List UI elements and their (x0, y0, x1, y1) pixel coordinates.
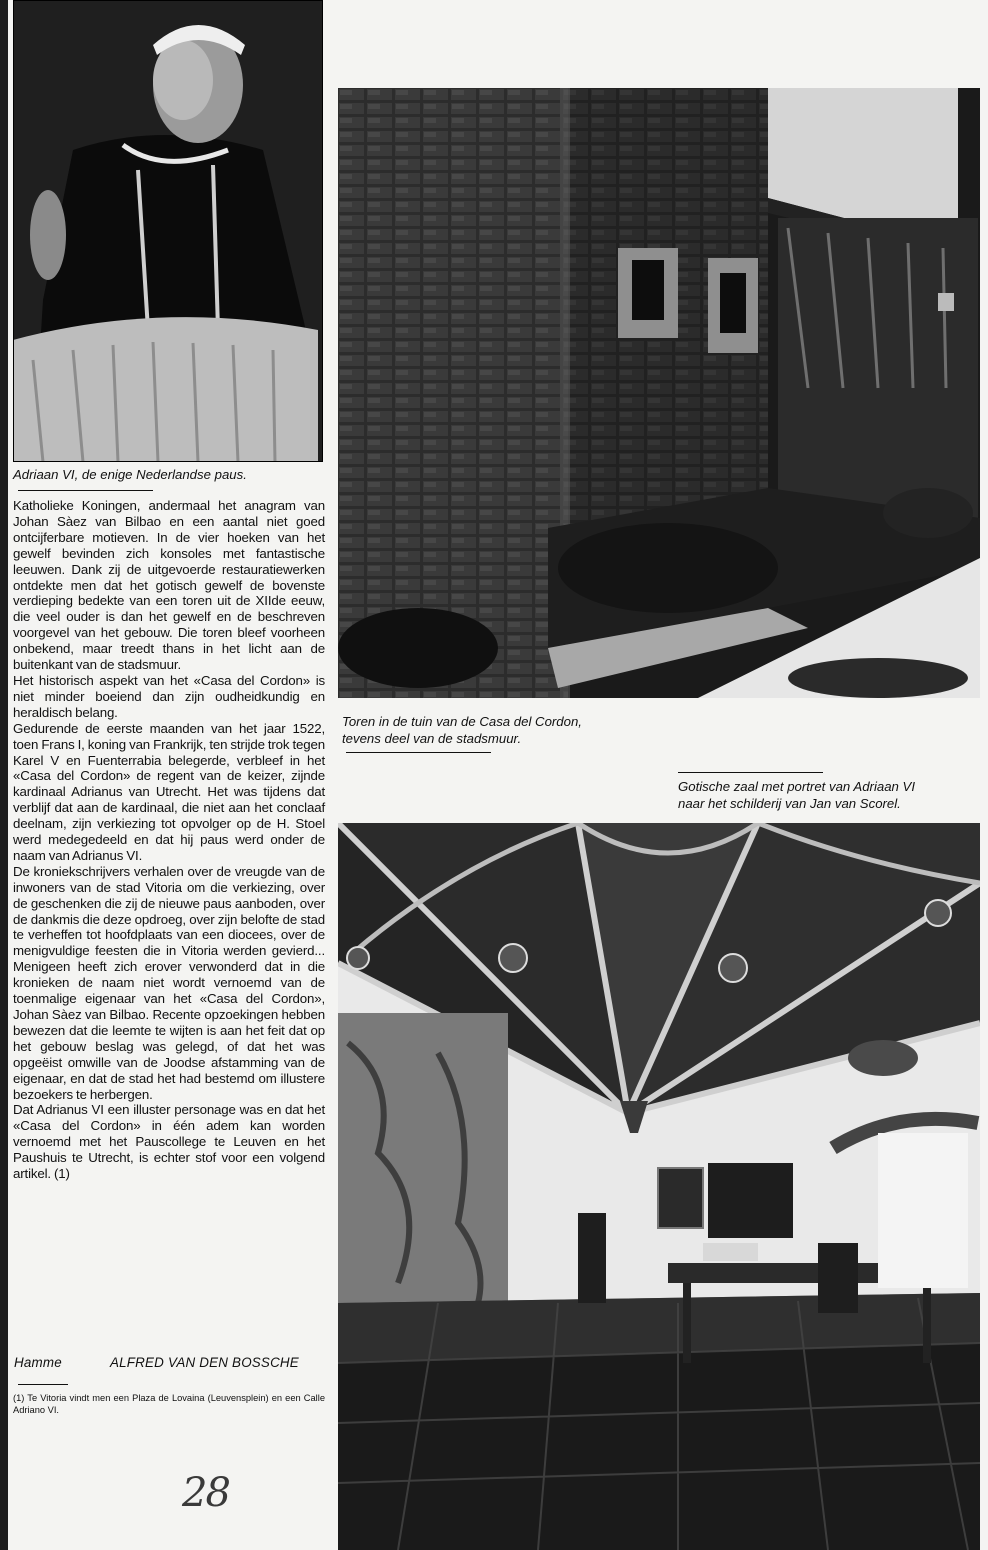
article-paragraph: De kroniekschrijvers verhalen over de vreugde van de inwoners van de stad Vitoria om die verkiezing, over de geschenken die zij de nieuwe paus aanboden, over de dankmis die deze opdroeg, over zijn belofte de stad te verheffen tot hoofdplaats van een diocees, over de menigvuldige feesten die in Vitoria werden gevierd... Menigeen heeft zich erover verwonderd dat in die kronieken de naam niet wordt vernoemd van de toenmalige eigenaar van het «Casa del Cordon», Johan Sàez van Bilbao. Recente opzoekingen hebben bewezen dat die leemte te wijten is aan het feit dat op het gebouw beslag was gelegd, of dat het was opgeëist omwille van de Joodse afstamming van de eigenaar, en dat de stad het had bestemd om illustere bezoekers te herbergen. (13, 863, 325, 1102)
gothic-hall-photo (338, 823, 980, 1550)
portrait-caption: Adriaan VI, de enige Nederlandse paus. (13, 467, 247, 482)
tower-photo (338, 88, 980, 698)
page-number: 28 (182, 1470, 229, 1516)
article-paragraph: Gedurende de eerste maanden van het jaar 1522, toen Frans I, koning van Frankrijk, ten strijde trok tegen Karel V en Fuenterrabia belegerde, verbleef in het «Casa del Cordon» de regent van de keizer, zijnde kardinaal Adrianus van Utrecht. Het was tijdens dat verblijf dat aan de kardinaal, die niet aan het conclaaf deelnam, zijn verkiezing tot opvolger op de H. Stoel werd medegedeeld en dat hij paus werd onder de naam van Adrianus VI. (13, 720, 325, 863)
portrait-photo (13, 0, 323, 462)
magazine-page (8, 0, 988, 1550)
article-paragraph: Dat Adrianus VI een illuster personage was en dat het «Casa del Cordon» in één adem kan worden vernoemd met het Pauscollege te Leuven en het Paushuis te Utrecht, is echter stof voor een volgend artikel. (1) (13, 1102, 325, 1182)
signature-place: Hamme (14, 1355, 62, 1370)
hall-caption-line-2: naar het schilderij van Jan van Scorel. (678, 796, 901, 811)
article-body (13, 498, 325, 1182)
article-paragraph: Het historisch aspekt van het «Casa del Cordon» is niet minder boeiend dan zijn oudheidkundig en heraldisch belang. (13, 672, 325, 720)
footnote-rule (18, 1384, 68, 1385)
hall-caption-line-1: Gotische zaal met portret van Adriaan VI (678, 779, 916, 794)
tower-caption-line-2: tevens deel van de stadsmuur. (342, 731, 522, 746)
footnote: (1) Te Vitoria vindt men een Plaza de Lovaina (Leuvensplein) en een Calle Adriano VI. (13, 1393, 325, 1416)
article-paragraph: Katholieke Koningen, andermaal het anagram van Johan Sàez van Bilbao en een aantal niet goed ontcijferbare motieven. In de vier hoeken van het gewelf bevinden zich konsoles met fantastische leeuwen. Dank zij de uitgevoerde restauratiewerken ontdekte men dat het gotisch gewelf de bovenste verdieping bedekte van een toren uit de XIIde eeuw, die veel ouder is dan het gewelf en de beschreven voorgevel van het gebouw. Die toren bleef voorheen onbekend, maar treedt thans in het licht aan de buitenkant van de stadsmuur. (13, 498, 325, 673)
tower-caption-line-1: Toren in de tuin van de Casa del Cordon, (342, 714, 582, 729)
signature-author: ALFRED VAN DEN BOSSCHE (110, 1355, 299, 1370)
portrait-caption-rule (18, 490, 153, 491)
tower-caption-rule (346, 752, 491, 753)
hall-caption-rule (678, 772, 823, 773)
